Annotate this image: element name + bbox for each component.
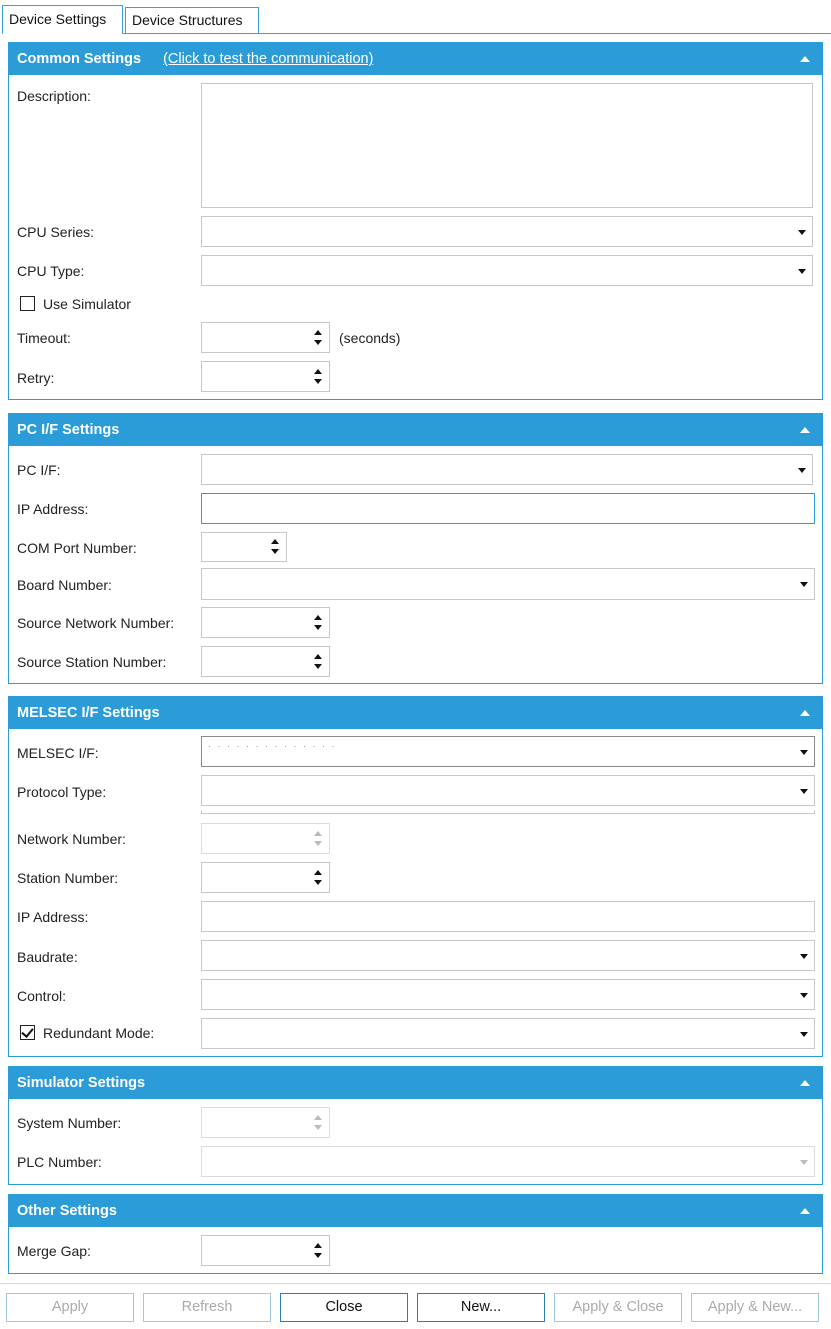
tab-device-structures[interactable]: Device Structures bbox=[125, 7, 259, 33]
pc-if-settings-panel bbox=[8, 413, 823, 684]
timeout-label: Timeout: bbox=[17, 330, 71, 346]
new-button[interactable]: New... bbox=[417, 1293, 545, 1322]
timeout-unit: (seconds) bbox=[339, 330, 401, 346]
spin-up-icon[interactable] bbox=[314, 870, 322, 875]
source-station-label: Source Station Number: bbox=[17, 654, 167, 670]
spin-down-icon[interactable] bbox=[314, 340, 322, 345]
melsec-if-label: MELSEC I/F: bbox=[17, 745, 99, 761]
network-number-spinner[interactable] bbox=[201, 823, 330, 854]
dropdown-arrow-icon bbox=[800, 954, 808, 959]
common-settings-panel bbox=[8, 42, 823, 400]
other-settings-header[interactable] bbox=[9, 1195, 822, 1227]
simulator-settings-title: Simulator Settings bbox=[17, 1075, 146, 1091]
other-settings-title: Other Settings bbox=[17, 1203, 117, 1219]
retry-spinner[interactable] bbox=[201, 361, 330, 392]
pc-if-settings-header[interactable] bbox=[9, 414, 822, 446]
tab-device-settings[interactable]: Device Settings bbox=[2, 5, 123, 34]
pc-ip-address-label: IP Address: bbox=[17, 501, 89, 517]
melsec-if-settings-title: MELSEC I/F Settings bbox=[17, 705, 160, 721]
dropdown-arrow-icon bbox=[800, 1160, 808, 1165]
network-number-label: Network Number: bbox=[17, 831, 126, 847]
system-number-spinner[interactable] bbox=[201, 1107, 330, 1138]
spin-up-icon[interactable] bbox=[314, 654, 322, 659]
use-simulator-label: Use Simulator bbox=[43, 296, 131, 312]
baudrate-dropdown[interactable] bbox=[201, 940, 815, 971]
apply-new-button[interactable]: Apply & New... bbox=[691, 1293, 819, 1322]
spin-down-icon[interactable] bbox=[314, 664, 322, 669]
control-label: Control: bbox=[17, 988, 67, 1004]
dropdown-arrow-icon bbox=[800, 1032, 808, 1037]
protocol-type-underline bbox=[201, 810, 815, 814]
dropdown-arrow-icon bbox=[800, 582, 808, 587]
common-settings-header[interactable] bbox=[9, 43, 822, 75]
simulator-settings-panel bbox=[8, 1066, 823, 1185]
dropdown-arrow-icon bbox=[798, 269, 806, 274]
system-number-label: System Number: bbox=[17, 1115, 122, 1131]
plc-number-dropdown[interactable] bbox=[201, 1146, 815, 1177]
plc-number-label: PLC Number: bbox=[17, 1154, 102, 1170]
dropdown-arrow-icon bbox=[800, 789, 808, 794]
board-number-label: Board Number: bbox=[17, 577, 112, 593]
melsec-if-settings-panel bbox=[8, 696, 823, 1057]
pc-if-label: PC I/F: bbox=[17, 462, 61, 478]
apply-close-button[interactable]: Apply & Close bbox=[554, 1293, 682, 1322]
spin-down-icon[interactable] bbox=[314, 841, 322, 846]
simulator-settings-header[interactable] bbox=[9, 1067, 822, 1099]
merge-gap-spinner[interactable] bbox=[201, 1235, 330, 1266]
spin-down-icon[interactable] bbox=[271, 549, 279, 554]
common-settings-title: Common Settings bbox=[17, 51, 142, 67]
chevron-up-icon[interactable] bbox=[800, 710, 810, 716]
description-textarea[interactable] bbox=[201, 83, 813, 208]
apply-button[interactable]: Apply bbox=[6, 1293, 134, 1322]
cpu-type-dropdown[interactable] bbox=[201, 255, 813, 286]
test-communication-link[interactable]: (Click to test the communication) bbox=[163, 51, 374, 67]
spin-down-icon[interactable] bbox=[314, 625, 322, 630]
protocol-type-label: Protocol Type: bbox=[17, 784, 107, 800]
redundant-mode-label: Redundant Mode: bbox=[43, 1025, 155, 1041]
spin-up-icon[interactable] bbox=[314, 369, 322, 374]
spin-up-icon[interactable] bbox=[271, 539, 279, 544]
pc-if-dropdown[interactable] bbox=[201, 454, 813, 485]
board-number-dropdown[interactable] bbox=[201, 568, 815, 600]
station-number-label: Station Number: bbox=[17, 870, 119, 886]
dropdown-arrow-icon bbox=[798, 230, 806, 235]
protocol-type-dropdown[interactable] bbox=[201, 775, 815, 806]
redundant-mode-dropdown[interactable] bbox=[201, 1018, 815, 1049]
pc-ip-address-input[interactable] bbox=[201, 493, 815, 524]
retry-label: Retry: bbox=[17, 370, 55, 386]
source-network-spinner[interactable] bbox=[201, 607, 330, 638]
spin-up-icon[interactable] bbox=[314, 831, 322, 836]
spin-down-icon[interactable] bbox=[314, 1253, 322, 1258]
com-port-spinner[interactable] bbox=[201, 532, 287, 562]
other-settings-panel bbox=[8, 1194, 823, 1274]
refresh-button[interactable]: Refresh bbox=[143, 1293, 271, 1322]
spin-down-icon[interactable] bbox=[314, 880, 322, 885]
dropdown-arrow-icon bbox=[798, 468, 806, 473]
source-station-spinner[interactable] bbox=[201, 646, 330, 677]
footer-divider bbox=[0, 1283, 831, 1284]
spin-down-icon[interactable] bbox=[314, 379, 322, 384]
tab-divider bbox=[122, 33, 831, 34]
close-button[interactable]: Close bbox=[280, 1293, 408, 1322]
tab-strip bbox=[0, 0, 831, 34]
com-port-label: COM Port Number: bbox=[17, 540, 137, 556]
chevron-up-icon[interactable] bbox=[800, 1208, 810, 1214]
checkmark-icon bbox=[21, 1025, 33, 1038]
cpu-series-label: CPU Series: bbox=[17, 224, 95, 240]
chevron-up-icon[interactable] bbox=[800, 1080, 810, 1086]
merge-gap-label: Merge Gap: bbox=[17, 1243, 91, 1259]
melsec-ip-address-label: IP Address: bbox=[17, 909, 89, 925]
spin-up-icon[interactable] bbox=[314, 1115, 322, 1120]
melsec-if-settings-header[interactable] bbox=[9, 697, 822, 729]
station-number-spinner[interactable] bbox=[201, 862, 330, 893]
spin-up-icon[interactable] bbox=[314, 330, 322, 335]
dropdown-arrow-icon bbox=[800, 750, 808, 755]
spin-up-icon[interactable] bbox=[314, 615, 322, 620]
source-network-label: Source Network Number: bbox=[17, 615, 175, 631]
melsec-if-dropdown[interactable] bbox=[201, 736, 815, 767]
melsec-if-faint-text: · · · · · · · · · · · · · · bbox=[208, 741, 337, 751]
timeout-spinner[interactable] bbox=[201, 322, 330, 353]
cpu-type-label: CPU Type: bbox=[17, 263, 85, 279]
baudrate-label: Baudrate: bbox=[17, 949, 78, 965]
melsec-ip-address-input[interactable] bbox=[201, 901, 815, 932]
use-simulator-checkbox[interactable] bbox=[20, 296, 35, 311]
chevron-up-icon[interactable] bbox=[800, 56, 810, 62]
redundant-mode-checkbox[interactable] bbox=[20, 1025, 35, 1040]
dropdown-arrow-icon bbox=[800, 993, 808, 998]
spin-down-icon[interactable] bbox=[314, 1125, 322, 1130]
control-dropdown[interactable] bbox=[201, 979, 815, 1010]
spin-up-icon[interactable] bbox=[314, 1243, 322, 1248]
description-label: Description: bbox=[17, 88, 91, 104]
cpu-series-dropdown[interactable] bbox=[201, 216, 813, 247]
pc-if-settings-title: PC I/F Settings bbox=[17, 422, 120, 438]
chevron-up-icon[interactable] bbox=[800, 427, 810, 433]
